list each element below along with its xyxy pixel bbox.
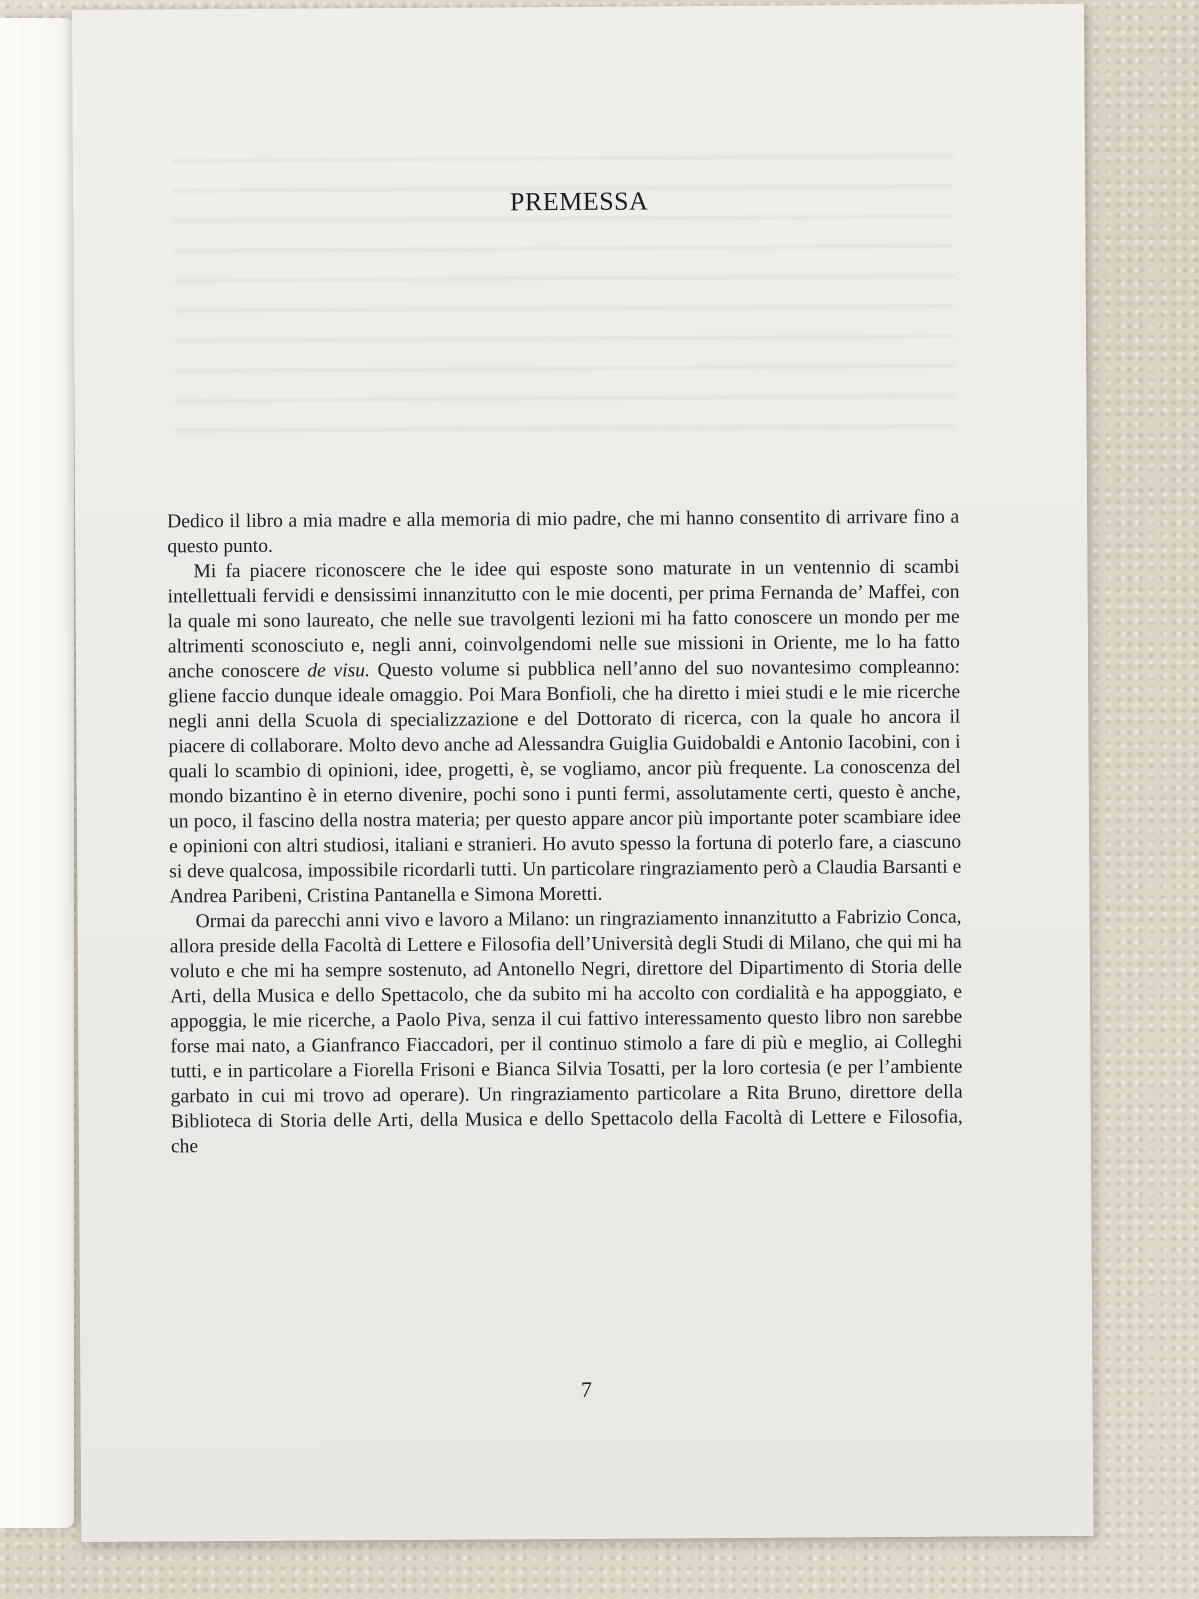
book-page xyxy=(72,4,1093,1542)
paragraph-milano xyxy=(169,905,963,1160)
paragraph-dedication xyxy=(167,505,959,560)
body-text xyxy=(167,505,963,1160)
paragraph-text: Questo volume si pubblica nell’anno del suo novantesimo compleanno: gliene faccio dunque ideale omaggio. Poi Mara Bonfioli, che ha diretto i miei studi e le mie ricerche negli anni della Scuola di specializzazione e del Dottorato di ricerca, con la quale ho ancora il piacere di collaborare. Molto devo anche ad Alessandra Guiglia Guidobaldi e Antonio Iacobini, con i quali lo scambio di opinioni, idee, progetti, è, se vogliamo, ancor più frequente. La conoscenza del mondo bizantino è in eterno divenire, pochi sono i punti fermi, assolutamente certi, questo è anche, un poco, il fascino della nostra materia; per questo appare ancor più importante poter scambiare idee e opinioni con altri studiosi, italiani e stranieri. Ho avuto spesso la fortuna di poterlo fare, a ciascuno si deve qualcosa, impossibile ricordarli tutti. Un particolare ringraziamento però a Claudia Barsanti e Andrea Paribeni, Cristina Pantanella e Simona Moretti. xyxy=(168,656,962,908)
paragraph-text: Dedico il libro a mia madre e alla memoria di mio padre, che mi hanno consentito di arrivare fino a questo punto. xyxy=(167,506,960,558)
page-title: PREMESSA xyxy=(509,186,649,217)
paragraph-text: Mi fa piacere riconoscere che le idee qui esposte sono maturate in un ventennio di scambi intellettuali fervidi e densissimi innanzitutto con le mie docenti, per prima Fernanda de’ Maffei, con la quale mi sono laureato, che nelle sue travolgenti lezioni mi ha fatto conoscere un mondo per me altrimenti sconosciuto e, negli anni, coinvolgendomi nelle sue missioni in Oriente, me lo ha fatto anche conoscere xyxy=(167,556,960,683)
paragraph-text: Ormai da parecchi anni vivo e lavoro a Milano: un ringraziamento innanzitutto a Fabrizio Conca, allora preside della Facoltà di Lettere e Filosofia dell’Università degli Studi di Milano, che qui mi ha voluto e che mi ha sempre sostenuto, ad Antonello Negri, direttore del Dipartimento di Storia delle Arti, della Musica e dello Spettacolo, che da subito mi ha accolto con cordialità e ha appoggiato, e appoggia, le mie ricerche, a Paolo Piva, senza il cui fattivo interessamento questo libro non sarebbe forse mai nato, a Gianfranco Fiaccadori, per il continuo stimolo a fare di più e meglio, ai Colleghi tutti, e in particolare a Fiorella Frisoni e Bianca Silvia Tosatti, per la loro cortesia (e per l’ambiente garbato in cui mi trovo ad operare). Un ringraziamento particolare a Rita Bruno, direttore della Biblioteca di Storia delle Arti, della Musica e dello Spettacolo della Facoltà di Lettere e Filosofia, che xyxy=(169,906,963,1158)
left-page-edge xyxy=(0,18,74,1528)
italic-phrase: de visu. xyxy=(307,660,371,682)
page-number: 7 xyxy=(580,1376,593,1402)
paragraph-acknowledgements xyxy=(167,555,961,910)
